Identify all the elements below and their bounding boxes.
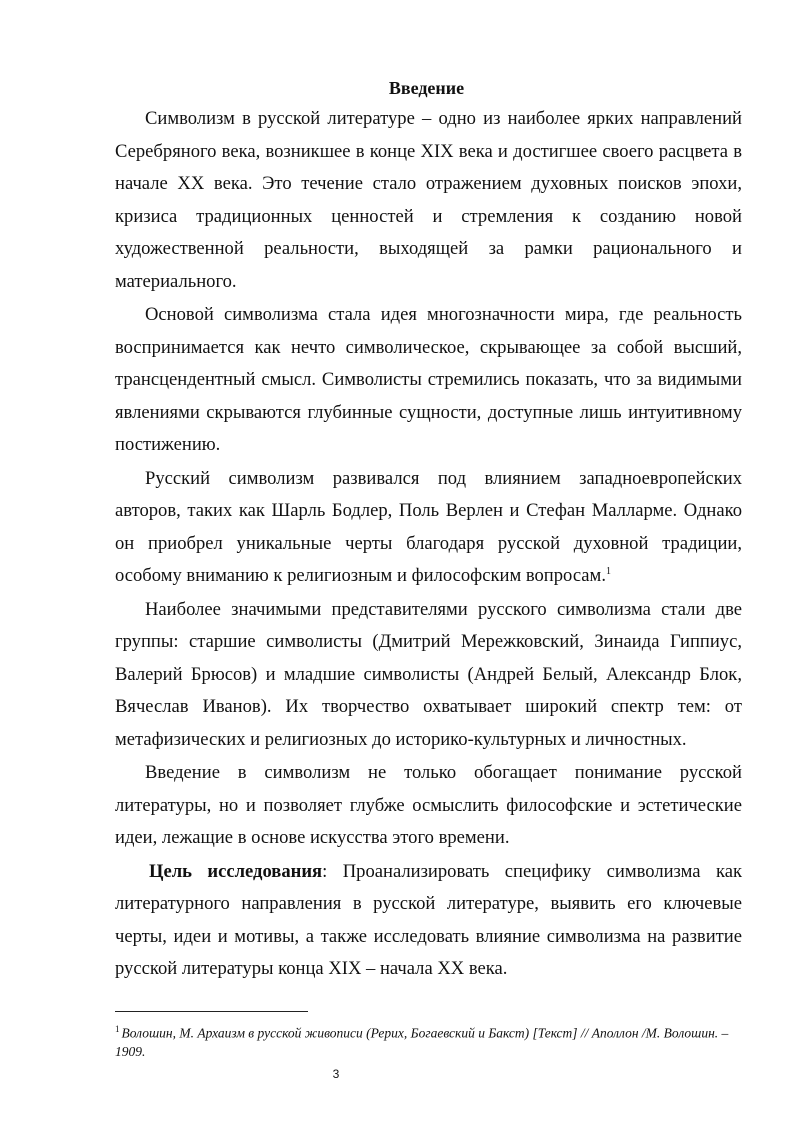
paragraph-text: Наиболее значимыми представителями русского символизма стали две группы: старшие символисты (Дмитрий Мережковский, Зинаида Гиппиус, Валерий Брюсов) и младшие символисты (Андрей Белый, Александр Блок, Вячеслав Иванов). Их творчество охватывает широкий спектр тем: от метафизических и религиозных до историко-культурных и личностных. xyxy=(115,598,742,750)
paragraph-text: Введение в символизм не только обогащает понимание русской литературы, но и позволяет глубже осмыслить философские и эстетические идеи, лежащие в основе искусства этого времени. xyxy=(115,762,742,848)
paragraph-influence xyxy=(115,463,742,593)
paragraph-representatives xyxy=(115,594,742,757)
paragraph-text: Символизм в русской литературе – одно из наиболее ярких направлений Серебряного века, возникшее в конце XIX века и достигшее своего расцвета в начале XX века. Это течение стало отражением духовных поисков эпохи, кризиса традиционных ценностей и стремления к созданию новой художественной реальности, выходящей за рамки рационального и материального. xyxy=(115,108,742,292)
body-text xyxy=(115,103,742,987)
page-number: 3 xyxy=(332,1067,340,1081)
paragraph-research-goal xyxy=(115,856,742,986)
paragraph-text: Русский символизм развивался под влиянием западноевропейских авторов, таких как Шарль Бодлер, Поль Верлен и Стефан Малларме. Однако он приобрел уникальные черты благодаря русской духовной традиции, особому вниманию к религиозным и философским вопросам. xyxy=(115,467,742,586)
paragraph-intro xyxy=(115,103,742,298)
footnote xyxy=(115,1020,742,1061)
paragraph-text: Основой символизма стала идея многозначности мира, где реальность воспринимается как нечто символическое, скрывающее за собой высший, трансцендентный смысл. Символисты стремились показать, что за видимыми явлениями скрываются глубинные сущности, доступные лишь интуитивному постижению. xyxy=(115,304,742,455)
section-title: Введение xyxy=(388,78,465,98)
paragraph-foundation xyxy=(115,299,742,462)
footnote-reference[interactable]: 1 xyxy=(605,565,611,577)
goal-separator: : xyxy=(322,860,328,882)
footnote-divider xyxy=(115,1011,308,1012)
footnote-text: Волошин, М. Архаизм в русской живописи (Рерих, Богаевский и Бакст) [Текст] // Аполлон /М. Волошин. –1909. xyxy=(115,1025,729,1059)
goal-label: Цель исследования xyxy=(149,860,323,882)
footnote-marker: 1 xyxy=(115,1024,120,1034)
paragraph-significance xyxy=(115,757,742,855)
goal-text: Проанализировать специфику символизма как литературного направления в русской литературе, выявить его ключевые черты, идеи и мотивы, а также исследовать влияние символизма на развитие русской литературы конца XIX – начала XX века. xyxy=(115,860,742,979)
